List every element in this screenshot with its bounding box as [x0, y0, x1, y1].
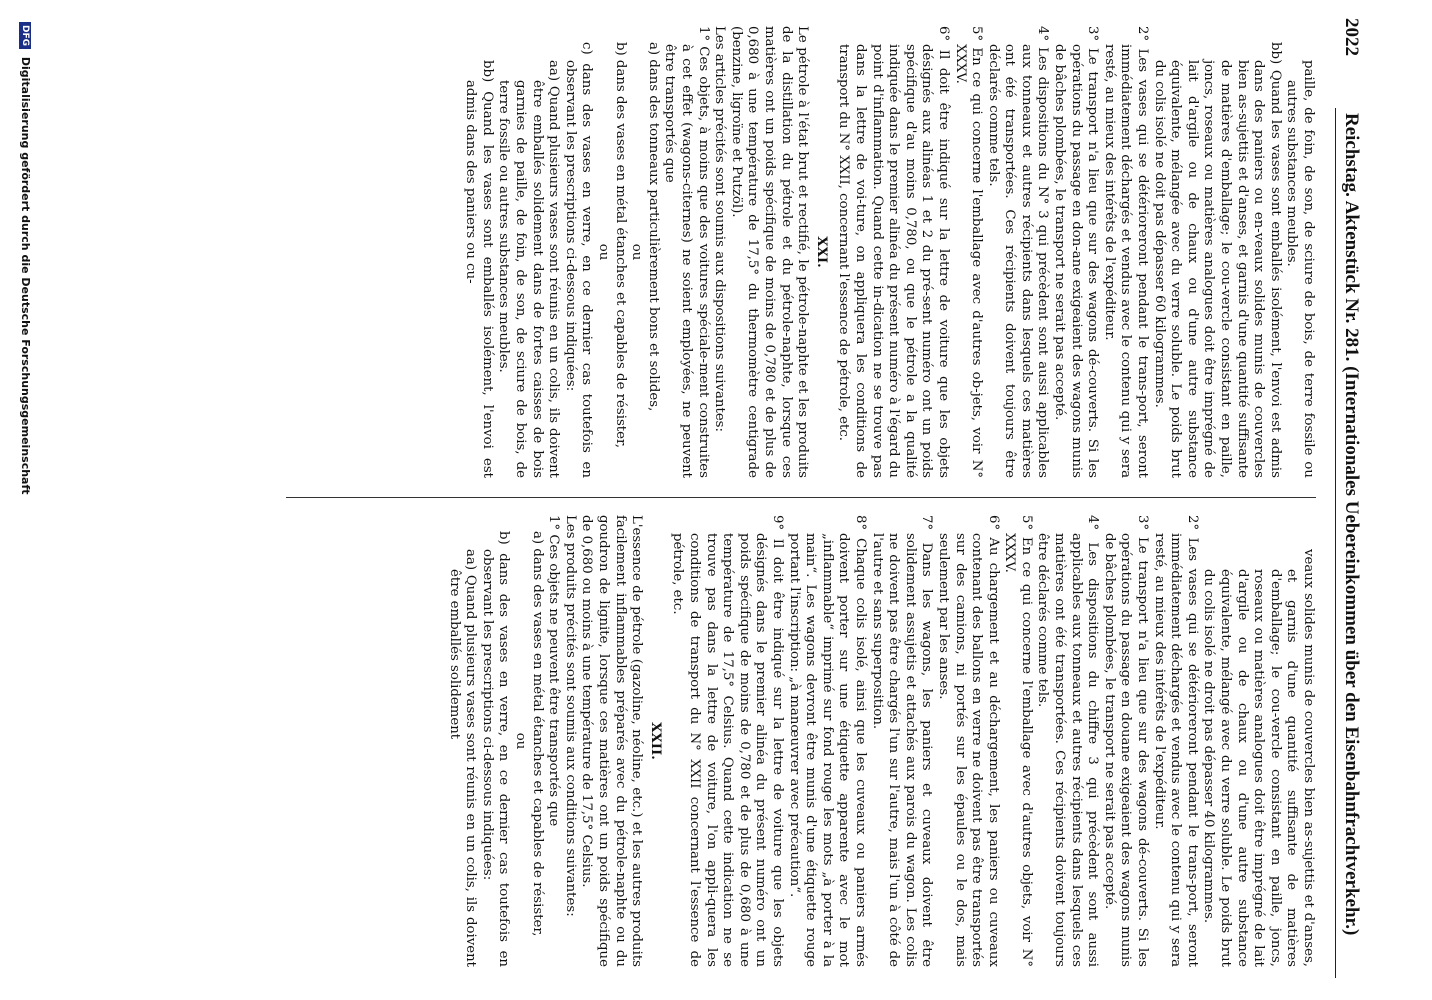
page-number: 2022: [1341, 18, 1362, 56]
paragraph: 1° Ces objets ne peuvent être transportés que: [546, 515, 562, 827]
paragraph: 3° Le transport n'a lieu que sur des wagons dé-couverts. Si les opérations du passage en don-ane exigeaient des wagons munis de bâches plombées, le transport ne serait pas accepté.: [1052, 26, 1101, 478]
paragraph: L'essence de pétrole (gazoline, néoline, etc.) et les autres produits facilement inflammables préparés avec du pétrole-naphte ou du goudron de lignite, lorsque ces matières ont un poids spécifique de 0,680 ou moins à une température de 17,5° Celsius.: [579, 515, 645, 967]
page-header-title: Reichstag. Aktenstück Nr. 281. (Internationales Uebereinkommen über den Eisenbahnfrachtverkehr.): [1341, 113, 1362, 936]
paragraph: c) dans des vases en verre, en ce dernier cas toutefois en observant les prescriptions ci-dessous indiquées:: [562, 42, 595, 478]
digitization-footer: [19, 22, 32, 495]
paragraph: paille, de foin, de son, de sciure de bois, de terre fossile ou autres substances meubles.: [1284, 60, 1316, 478]
section-heading: XXI.: [813, 236, 829, 268]
paragraph: Les articles précités sont soumis aux dispositions suivantes:: [712, 26, 728, 432]
paragraph: aa) Quand plusieurs vases sont réunis en un colis, ils doivent être emballés solidement: [446, 549, 479, 967]
paragraph: 3° Le transport n'a lieu que sur des wagons dé-couverts. Si les opérations du passage en douane exigeaient des wagons munis de bâches plombées, le transport ne serait pas accepté.: [1101, 515, 1151, 967]
running-header: [1326, 18, 1366, 988]
paragraph: 4° Les dispositions du chiffre 3 qui précèdent sont aussi applicables aux tonneaux et autres récipients dans lesquels ces matières ont été transportées. Ces récipients doivent toujours être déclarés comme tels.: [1035, 515, 1101, 967]
dfg-logo: DFG: [19, 22, 31, 49]
paragraph: ou: [629, 243, 645, 261]
paragraph: bb) Quand les vases sont emballés isolément, l'envoi est admis dans des paniers ou cu-: [463, 60, 495, 478]
paragraph: bb) Quand les vases sont emballés isolément, l'envoi est admis dans des paniers ou en-veaux solides munis de couvercles bien as-sujettis et d'anses, et garnis d'une quantité suffisante de matières d'emballage; le cou-vercle consistant en paille, joncs, roseaux ou matières analogues doit être imprégné de lait d'argile ou de chaux ou d'une autre substance équivalente, mélangée avec du verre soluble. Le poids brut du colis isolé ne doit pas dépasser 60 kilogrammes.: [1151, 42, 1283, 478]
paragraph: a) dans des tonneaux particulièrement bons et solides,: [645, 42, 661, 412]
paragraph: 7° Dans les wagons, les paniers et cuveaux doivent être solidement assujetis et attachés aux parois du wagon. Les colis ne doivent pas être chargés l'un sur l'autre, mais l'un à côté de l'autre et sans superposition.: [869, 515, 935, 967]
paragraph: 6° Il doit être indiqué sur la lettre de voiture que les objets désignés aux alinéas 1 et 2 du pré-sent numéro ont un poids spécifique d'au moins 0,780, ou que le pétrole a la qualité indiquée dans le premier alinéa du présent numéro à l'égard du point d'inflammation. Quand cette in-dication ne se trouve pas dans la lettre de voi-ture, on appliquera les conditions de transport du N° XXII, concernant l'essence de pétrole, etc.: [836, 26, 951, 478]
paragraph: 2° Les vases qui se détérioreront pendant le trans-port, seront immédiatement déchargés et vendus avec le contenu qui y sera resté, au mieux des intérêts de l'expéditeur.: [1151, 515, 1200, 967]
paragraph: 4° Les dispositions du N° 3 qui précèdent sont aussi applicables aux tonneaux et autres récipients dans lesquels ces matières ont été transportées. Ces récipients doivent toujours être déclarés comme tels.: [985, 26, 1051, 478]
paragraph: 5° En ce qui concerne l'emballage avec d'autres objets, voir N° XXXV.: [1002, 515, 1034, 967]
paragraph: 1° Ces objets, à moins que des voitures spéciale-ment construites à cet effet (wagons-citernes) ne soient employées, ne peuvent être transportés que: [662, 26, 711, 478]
paragraph: 6° Au chargement et au déchargement, les paniers ou cuveaux contenant des ballons en verre ne doivent pas être transportés sur des camions, ni portés sur les épaules ou le dos, mais seulement par les anses.: [935, 515, 1001, 967]
paragraph: aa) Quand plusieurs vases sont réunis en un colis, ils doivent être emballés solidement dans de fortes caisses de bois garnies de paille, de foin, de son, de sciure de bois, de terre fossile ou autres substances meubles.: [496, 60, 562, 478]
left-column: [226, 26, 1316, 478]
paragraph: veaux solides munis de couvercles bien as-sujettis et d'anses, et garnis d'une quantité suffisante de matières d'emballage; le cou-vercle consistant en paille, joncs, roseaux ou matières analogues doit être imprégné de lait d'argile ou de chaux ou d'une autre substance équivalente, mélangé avec du verre soluble. Le poids brut du colis isolé ne droit pas dépasser 40 kilogrammes.: [1201, 549, 1316, 967]
section-heading: XXII.: [647, 722, 663, 760]
digitization-credit: Digitalisierung gefördert durch die Deutsche Forschungsgemeinschaft: [19, 56, 32, 495]
right-column: [226, 515, 1316, 967]
paragraph: b) dans des vases en métal étanches et capables de résister,: [612, 42, 628, 449]
paragraph: b) dans des vases en verre, en ce dernier cas toutefois en observant les prescriptions ci-dessous indiquées:: [479, 531, 512, 967]
paragraph: 5° En ce qui concerne l'emballage avec d'autres ob-jets, voir N° XXXV.: [952, 26, 985, 478]
paragraph: ou: [596, 243, 612, 261]
paragraph: a) dans des vases en métal étanches et capables de résister,: [529, 531, 545, 937]
paragraph: 9° Il doit être indiqué sur la lettre de voiture que les objets désignés dans le premier alinéa du présent numéro ont un poids spécifique de moins de 0,780 et de plus de 0,680 à une température de 17,5° Celsius. Quand cette indication ne se trouve pas dans la lettre de voiture, l'on appli-quera les conditions de transport du N° XXII concernant l'essence de pétrole, etc.: [670, 515, 785, 967]
column-divider: [286, 497, 1316, 498]
paragraph: ou: [513, 732, 529, 750]
header-rule: [1335, 108, 1336, 978]
paragraph: 8° Chaque colis isolé, ainsi que les cuveaux ou paniers armés doivent porter sur une étiquette apparente avec le mot „inflammable“ imprimé sur fond rouge les mots „à porter à la main“. Les wagons devront être munis d'une étiquette rouge portant l'inscription: „à manœuvrer avec précaution“.: [786, 515, 868, 967]
paragraph: Le pétrole à l'état brut et rectifié, le pétrole-naphte et les produits de la distillation du pétrole et du pétrole-naphte, lorsque ces matières ont un poids spécifique de moins de 0,780 et de plus de 0,680 à une température de 17,5° du thermomètre centigrade (benzine, ligroïne et Putzöl).: [728, 26, 811, 478]
paragraph: 2° Les vases qui se détérioreront pendant le trans-port, seront immédiatement déchargés et vendus avec le contenu qui y sera resté, au mieux des intérêts de l'expéditeur.: [1101, 26, 1151, 478]
paragraph: Les produits précités sont soumis aux conditions suivantes:: [562, 515, 578, 917]
